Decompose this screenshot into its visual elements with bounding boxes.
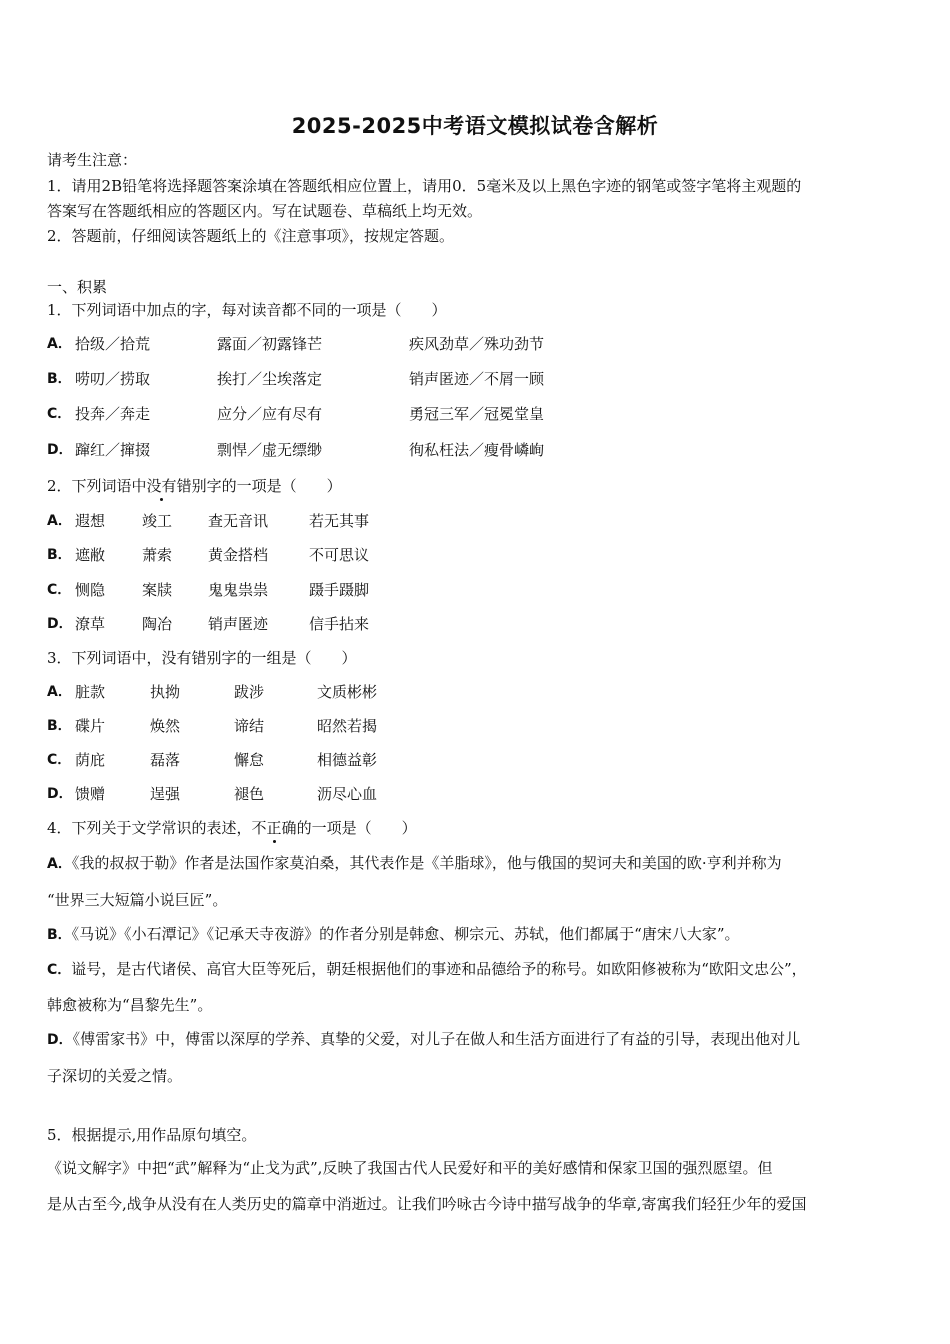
option-word: 投奔／奔走 <box>75 405 151 423</box>
option-word: 勇冠三军／冠冕堂皇 <box>409 405 545 423</box>
option-word: 磊落 <box>150 751 181 769</box>
emphasis-dotted-text: 不正确 <box>251 819 297 837</box>
option-word: 执拗 <box>150 683 181 701</box>
option-letter: D． <box>47 442 73 458</box>
option-word: 销声匿迹／不屑一顾 <box>409 370 545 388</box>
question-1-stem: 1．下列词语中加点的字，每对读音都不同的一项是（ ） <box>47 301 447 319</box>
option-word: 跋涉 <box>234 683 265 701</box>
option-word: 徇私枉法／瘦骨嶙峋 <box>409 441 545 459</box>
option-word: 若无其事 <box>309 512 370 530</box>
option-word: 沥尽心血 <box>317 785 378 803</box>
option-word: 馈赠 <box>75 785 106 803</box>
option-word: 谛结 <box>234 717 265 735</box>
option-word: 查无音讯 <box>208 512 269 530</box>
option-letter: A． <box>47 684 72 700</box>
option-letter: C． <box>47 962 72 978</box>
option-word: 陶冶 <box>142 615 173 633</box>
option-word: 挨打／尘埃落定 <box>217 370 323 388</box>
notice-item-2: 2．答题前，仔细阅读答题纸上的《注意事项》，按规定答题。 <box>47 227 455 245</box>
option-letter: B． <box>47 927 72 943</box>
option-word: 昭然若揭 <box>317 717 378 735</box>
option-word: 蹿红／撺掇 <box>75 441 151 459</box>
option-word: 鬼鬼祟祟 <box>208 581 269 599</box>
emphasis-dotted-text: 没有 <box>146 477 177 495</box>
option-letter: B． <box>47 371 72 387</box>
option-letter: D． <box>47 616 73 632</box>
option-word: 遮敝 <box>75 546 106 564</box>
option-c-line-1 <box>47 959 910 980</box>
notice-item-1-line-2: 答案写在答题纸相应的答题区内。写在试题卷、草稿纸上均无效。 <box>47 202 483 220</box>
page-title: 2025-2025中考语文模拟试卷含解析 <box>291 114 659 138</box>
option-word: 恻隐 <box>75 581 106 599</box>
option-letter: C． <box>47 582 72 598</box>
option-word: 文质彬彬 <box>317 683 378 701</box>
option-word: 销声匿迹 <box>208 615 269 633</box>
option-word: 蹑手蹑脚 <box>309 581 370 599</box>
option-word: 脏款 <box>75 683 106 701</box>
option-word: 露面／初露锋芒 <box>217 335 323 353</box>
notice-heading: 请考生注意： <box>47 151 138 169</box>
option-text: 谥号，是古代诸侯、高官大臣等死后，朝廷根据他们的事迹和品德给予的称号。如欧阳修被称为“欧阳文忠公”， <box>71 960 807 978</box>
question-4-stem <box>47 818 910 838</box>
notice-item-1-line-1: 1．请用2B铅笔将选择题答案涂填在答题纸相应位置上，请用0．5毫米及以上黑色字迹的钢笔或签字笔将主观题的 <box>47 177 802 195</box>
option-text: 《傅雷家书》中，傅雷以深厚的学养、真挚的父爱，对儿子在做人和生活方面进行了有益的引导，表现出他对儿 <box>72 1030 801 1048</box>
option-a-line-2: “世界三大短篇小说巨匠”。 <box>47 891 228 909</box>
option-word: 不可思议 <box>309 546 370 564</box>
option-word: 逞强 <box>150 785 181 803</box>
option-b-line-1 <box>47 924 910 945</box>
option-d-line-2: 子深切的关爱之情。 <box>47 1067 183 1085</box>
option-d-line-1 <box>47 1029 910 1050</box>
option-word: 遐想 <box>75 512 106 530</box>
option-letter: A． <box>47 336 72 352</box>
option-word: 疾风劲草／殊功劲节 <box>409 335 545 353</box>
option-text: 《马说》《小石潭记》《记承天寺夜游》的作者分别是韩愈、柳宗元、苏轼，他们都属于“唐宋八大家”。 <box>71 925 740 943</box>
option-letter: C． <box>47 406 72 422</box>
option-word: 应分／应有尽有 <box>217 405 323 423</box>
question-5-stem: 5．根据提示,用作品原句填空。 <box>47 1126 257 1144</box>
option-word: 萧索 <box>142 546 173 564</box>
question-3-stem: 3．下列词语中，没有错别字的一组是（ ） <box>47 649 357 667</box>
option-letter: B． <box>47 718 72 734</box>
option-word: 唠叨／捞取 <box>75 370 151 388</box>
option-word: 黄金搭档 <box>208 546 269 564</box>
option-word: 懈怠 <box>234 751 265 769</box>
option-word: 案牍 <box>142 581 173 599</box>
option-word: 拾级／拾荒 <box>75 335 151 353</box>
option-word: 荫庇 <box>75 751 106 769</box>
stem-text: 的一项是（ ） <box>296 819 417 837</box>
option-word: 竣工 <box>142 512 173 530</box>
section-heading: 一、积累 <box>47 278 108 296</box>
question-5-passage-line-1: 《说文解字》中把“武”解释为“止戈为武”,反映了我国古代人民爱好和平的美好感情和保家卫国的强烈愿望。但 <box>47 1159 773 1177</box>
option-letter: C． <box>47 752 72 768</box>
option-letter: B． <box>47 547 72 563</box>
option-text: 《我的叔叔于勒》作者是法国作家莫泊桑，其代表作是《羊脂球》，他与俄国的契诃夫和美国的欧·亨利并称为 <box>71 854 782 872</box>
option-word: 潦草 <box>75 615 106 633</box>
option-word: 信手拈来 <box>309 615 370 633</box>
option-word: 剽悍／虚无缥缈 <box>217 441 323 459</box>
option-c-line-2: 韩愈被称为“昌黎先生”。 <box>47 996 213 1014</box>
option-word: 相德益彰 <box>317 751 378 769</box>
option-word: 碟片 <box>75 717 106 735</box>
option-word: 褪色 <box>234 785 265 803</box>
option-letter: D． <box>47 786 73 802</box>
stem-text: 错别字的一项是（ ） <box>176 477 342 495</box>
option-letter: A． <box>47 856 72 872</box>
option-letter: A． <box>47 513 72 529</box>
option-letter: D． <box>47 1032 73 1048</box>
stem-text: 4．下列关于文学常识的表述， <box>47 819 252 837</box>
option-a-line-1 <box>47 853 910 874</box>
stem-text: 2．下列词语中 <box>47 477 147 495</box>
question-5-passage-line-2: 是从古至今,战争从没有在人类历史的篇章中消逝过。让我们吟咏古今诗中描写战争的华章,寄寓我们轻狂少年的爱国 <box>47 1195 807 1213</box>
option-word: 焕然 <box>150 717 181 735</box>
question-2-stem <box>47 476 910 496</box>
